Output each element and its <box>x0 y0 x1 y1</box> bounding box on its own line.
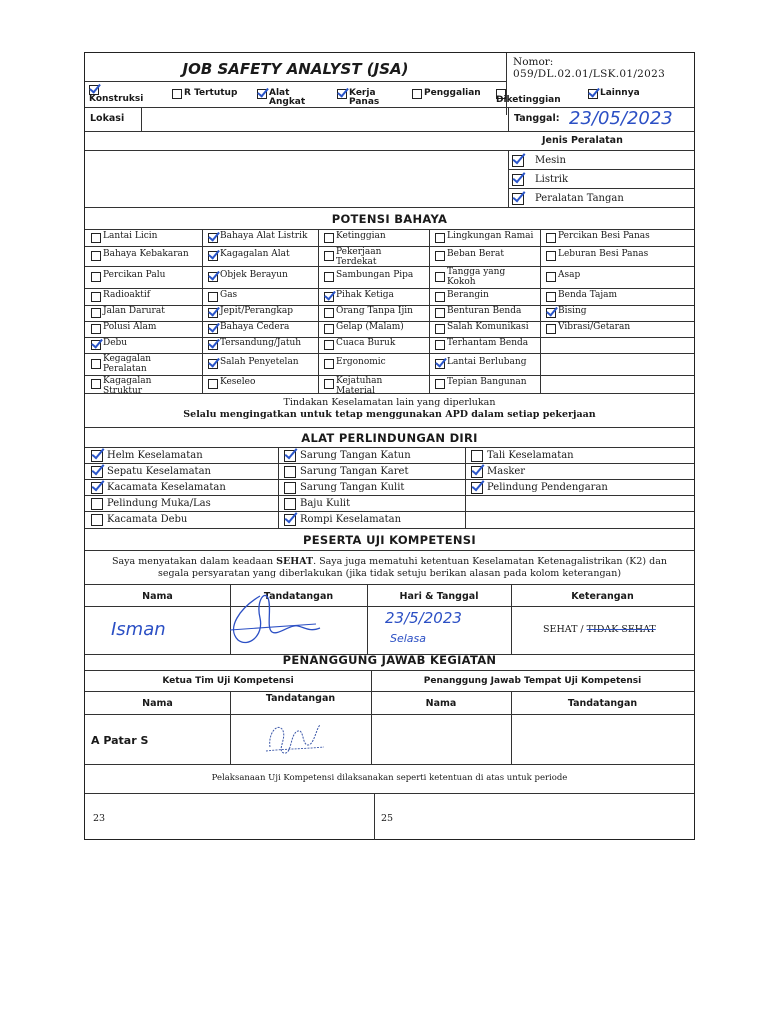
hazard-label: Polusi Alam <box>103 322 157 332</box>
hazard-label: Berangin <box>447 290 489 300</box>
checkbox-orang-tanpa-ijin[interactable] <box>324 308 334 318</box>
apd-reminder: Selalu mengingatkan untuk tetap menggunakan APD dalam setiap pekerjaan <box>183 409 596 420</box>
worktype-label: Lainnya <box>600 88 640 98</box>
checkbox-helm-keselamatan[interactable] <box>91 450 103 462</box>
checkbox-percikan-besi-panas[interactable] <box>546 233 556 243</box>
hazard-label: Ergonomic <box>336 357 386 367</box>
checkbox-kagagalan-alat[interactable] <box>208 251 218 261</box>
hazard-label: Sambungan Pipa <box>336 270 414 280</box>
apd-label: Sepatu Keselamatan <box>107 466 211 477</box>
checkbox-ketinggian[interactable] <box>324 233 334 243</box>
hazard-label: Bising <box>558 306 587 316</box>
checkbox-r-tertutup[interactable] <box>172 89 182 99</box>
hazard-label: Beban Berat <box>447 249 504 259</box>
checkbox-pelindung-pendengaran[interactable] <box>471 482 483 494</box>
checkbox-radioaktif[interactable] <box>91 292 101 302</box>
peserta-title: PESERTA UJI KOMPETENSI <box>303 533 476 547</box>
nomor-label: Nomor: <box>513 56 554 68</box>
checkbox-objek-berayun[interactable] <box>208 272 218 282</box>
tempat-title: Penanggung Jawab Tempat Uji Kompetensi <box>423 676 642 686</box>
hazard-label: Vibrasi/Getaran <box>558 322 631 332</box>
hazard-label: Keseleo <box>220 377 256 387</box>
jenis-label: Mesin <box>535 155 566 166</box>
checkbox-tangga-yang-kokoh[interactable] <box>435 272 445 282</box>
checkbox-sarung-tangan-kulit[interactable] <box>284 482 296 494</box>
checkbox-alat-angkat[interactable] <box>257 89 267 99</box>
checkbox-kejatuhan-material[interactable] <box>324 379 334 389</box>
apd-label: Pelindung Muka/Las <box>107 498 211 509</box>
periode-end: 25 <box>381 813 394 824</box>
periode-start: 23 <box>93 813 106 824</box>
checkbox-cuaca-buruk[interactable] <box>324 340 334 350</box>
apd-label: Kacamata Debu <box>107 514 188 525</box>
checkbox-terhantam-benda[interactable] <box>435 340 445 350</box>
hazard-label: Benda Tajam <box>558 290 618 300</box>
hazard-label: Debu <box>103 338 128 348</box>
hazard-label: Asap <box>558 270 581 280</box>
checkbox-debu[interactable] <box>91 340 101 350</box>
col-nama: Nama <box>142 591 173 602</box>
apd-label: Pelindung Pendengaran <box>487 482 608 493</box>
form-title: JOB SAFETY ANALYST (JSA) <box>182 60 409 78</box>
checkbox-keseleo[interactable] <box>208 379 218 389</box>
hazard-label: Lantai Licin <box>103 231 158 241</box>
hazard-label: Percikan Besi Panas <box>558 231 650 241</box>
worktype-label: Konstruksi <box>89 94 144 104</box>
hazard-label: Salah Komunikasi <box>447 322 529 332</box>
checkbox-kagagalan-struktur[interactable] <box>91 379 101 389</box>
checkbox-kacamata-keselamatan[interactable] <box>91 482 103 494</box>
apd-label: Kacamata Keselamatan <box>107 482 226 493</box>
checkbox-sepatu-keselamatan[interactable] <box>91 466 103 478</box>
apd-label: Helm Keselamatan <box>107 450 203 461</box>
checkbox-lingkungan-ramai[interactable] <box>435 233 445 243</box>
peserta-tanggal: 23/5/2023 <box>385 609 462 627</box>
apd-label: Rompi Keselamatan <box>300 514 402 525</box>
apd-label: Tali Keselamatan <box>487 450 574 461</box>
hazard-label: Objek Berayun <box>220 270 288 280</box>
hazard-label: Lantai Berlubang <box>447 357 527 367</box>
checkbox-lantai-licin[interactable] <box>91 233 101 243</box>
worktype-label: Alat Angkat <box>269 88 306 107</box>
checkbox-pihak-ketiga[interactable] <box>324 292 334 302</box>
peserta-statement-line2: segala persyaratan yang diberlakukan (jika tidak setuju berikan alasan pada kolom keterangan) <box>157 568 622 579</box>
hazard-label: Gas <box>220 290 238 300</box>
tanggal-label: Tanggal: <box>514 113 560 124</box>
checkbox-gelap-malam[interactable] <box>324 324 334 334</box>
checkbox-tepian-bangunan[interactable] <box>435 379 445 389</box>
checkbox-kegagalan-peralatan[interactable] <box>91 359 101 369</box>
tanggal-value: 23/05/2023 <box>569 108 673 129</box>
checkbox-tali-keselamatan[interactable] <box>471 450 483 462</box>
hazard-label: Tersandung/Jatuh <box>220 338 302 348</box>
ketua-col-tandatangan: Tandatangan <box>265 693 336 704</box>
jenis-label: Peralatan Tangan <box>535 193 624 204</box>
periode-note: Pelaksanaan Uji Kompetensi dilaksanakan seperti ketentuan di atas untuk periode <box>211 773 568 783</box>
hazard-label: Jepit/Perangkap <box>220 306 294 316</box>
jenis-peralatan-title: Jenis Peralatan <box>542 135 623 146</box>
hazard-label: Lingkungan Ramai <box>447 231 534 241</box>
apd-label: Sarung Tangan Kulit <box>300 482 405 493</box>
hazard-label: Bahaya Cedera <box>220 322 290 332</box>
checkbox-peralatan-tangan[interactable] <box>512 193 524 205</box>
apd-label: Sarung Tangan Karet <box>300 466 409 477</box>
hazard-label: Pihak Ketiga <box>336 290 394 300</box>
checkbox-kacamata-debu[interactable] <box>91 514 103 526</box>
hazard-label: Orang Tanpa Ijin <box>336 306 413 316</box>
peserta-statement: Saya menyatakan dalam keadaan SEHAT. Saya juga mematuhi ketentuan Keselamatan Ketenagalistrikan (K2) dan <box>111 556 668 567</box>
ketua-signature <box>260 715 330 763</box>
checkbox-benda-tajam[interactable] <box>546 292 556 302</box>
hazard-label: Percikan Palu <box>103 270 166 280</box>
checkbox-asap[interactable] <box>546 272 556 282</box>
hazard-label: Bahaya Alat Listrik <box>220 231 308 241</box>
checkbox-lantai-berlubang[interactable] <box>435 359 445 369</box>
hazard-label: Ketinggian <box>336 231 386 241</box>
checkbox-pekerjaan-terdekat[interactable] <box>324 251 334 261</box>
tindakan-note: Tindakan Keselamatan lain yang diperlukan <box>283 397 496 408</box>
hazard-label: Cuaca Buruk <box>336 338 396 348</box>
checkbox-masker[interactable] <box>471 466 483 478</box>
apd-title: ALAT PERLINDUNGAN DIRI <box>301 431 478 445</box>
checkbox-leburan-besi-panas[interactable] <box>546 251 556 261</box>
checkbox-gas[interactable] <box>208 292 218 302</box>
hazard-label: Terhantam Benda <box>447 338 529 348</box>
checkbox-beban-berat[interactable] <box>435 251 445 261</box>
potensi-bahaya-title: POTENSI BAHAYA <box>331 212 448 226</box>
checkbox-benturan-benda[interactable] <box>435 308 445 318</box>
checkbox-polusi-alam[interactable] <box>91 324 101 334</box>
hazard-label: Radioaktif <box>103 290 151 300</box>
lokasi-label: Lokasi <box>90 113 125 124</box>
ketua-title: Ketua Tim Uji Kompetensi <box>162 676 294 686</box>
jenis-label: Listrik <box>535 174 569 185</box>
col-hari-tanggal: Hari & Tanggal <box>399 591 479 602</box>
hazard-label: Kegagalan Peralatan <box>103 354 152 374</box>
checkbox-jepit-perangkap[interactable] <box>208 308 218 318</box>
checkbox-lainnya[interactable] <box>588 89 598 99</box>
peserta-hari: Selasa <box>390 632 427 645</box>
tempat-col-nama: Nama <box>425 698 457 709</box>
checkbox-bahaya-alat-listrik[interactable] <box>208 233 218 243</box>
nomor-value: 059/DL.02.01/LSK.01/2023 <box>513 68 666 80</box>
checkbox-pelindung-muka-las[interactable] <box>91 498 103 510</box>
penanggung-title: PENANGGUNG JAWAB KEGIATAN <box>282 653 497 667</box>
hazard-label: Kejatuhan Material <box>336 376 383 396</box>
checkbox-berangin[interactable] <box>435 292 445 302</box>
apd-label: Baju Kulit <box>300 498 351 509</box>
checkbox-sarung-tangan-karet[interactable] <box>284 466 296 478</box>
checkbox-listrik[interactable] <box>512 174 524 186</box>
ketua-nama: A Patar S <box>91 734 149 747</box>
checkbox-ergonomic[interactable] <box>324 359 334 369</box>
hazard-label: Salah Penyetelan <box>220 357 299 367</box>
col-keterangan: Keterangan <box>571 591 634 602</box>
hazard-label: Gelap (Malam) <box>336 322 404 332</box>
worktype-label: Penggalian <box>424 88 481 98</box>
checkbox-salah-penyetelan[interactable] <box>208 359 218 369</box>
checkbox-jalan-darurat[interactable] <box>91 308 101 318</box>
hazard-label: Tangga yang Kokoh <box>447 267 506 287</box>
checkbox-bising[interactable] <box>546 308 556 318</box>
checkbox-sarung-tangan-katun[interactable] <box>284 450 296 462</box>
checkbox-bahaya-kebakaran[interactable] <box>91 251 101 261</box>
checkbox-rompi-keselamatan[interactable] <box>284 514 296 526</box>
ketua-col-nama: Nama <box>142 698 173 709</box>
checkbox-tersandung-jatuh[interactable] <box>208 340 218 350</box>
checkbox-salah-komunikasi[interactable] <box>435 324 445 334</box>
hazard-label: Benturan Benda <box>447 306 522 316</box>
checkbox-kerja-panas[interactable] <box>337 89 347 99</box>
checkbox-sambungan-pipa[interactable] <box>324 272 334 282</box>
jsa-form <box>84 52 695 840</box>
tempat-col-tandatangan: Tandatangan <box>567 698 638 709</box>
checkbox-vibrasi-getaran[interactable] <box>546 324 556 334</box>
peserta-signature <box>220 588 330 653</box>
peserta-nama: Isman <box>111 619 166 640</box>
hazard-label: Pekerjaan Terdekat <box>336 247 382 267</box>
checkbox-percikan-palu[interactable] <box>91 272 101 282</box>
hazard-label: Bahaya Kebakaran <box>103 249 189 259</box>
checkbox-mesin[interactable] <box>512 155 524 167</box>
checkbox-baju-kulit[interactable] <box>284 498 296 510</box>
col-tandatangan: Tandatangan <box>263 591 334 602</box>
hazard-label: Leburan Besi Panas <box>558 249 649 259</box>
hazard-label: Kagagalan Struktur <box>103 376 152 396</box>
hazard-label: Jalan Darurat <box>103 306 165 316</box>
checkbox-penggalian[interactable] <box>412 89 422 99</box>
worktype-label: Diketinggian <box>496 95 561 105</box>
keterangan: SEHAT / TIDAK SEHAT <box>543 624 656 635</box>
worktype-label: R Tertutup <box>184 88 238 98</box>
checkbox-bahaya-cedera[interactable] <box>208 324 218 334</box>
apd-label: Sarung Tangan Katun <box>300 450 411 461</box>
hazard-label: Kagagalan Alat <box>220 249 290 259</box>
worktype-label: Kerja Panas <box>349 88 380 107</box>
hazard-label: Tepian Bangunan <box>447 377 527 387</box>
apd-label: Masker <box>487 466 526 477</box>
